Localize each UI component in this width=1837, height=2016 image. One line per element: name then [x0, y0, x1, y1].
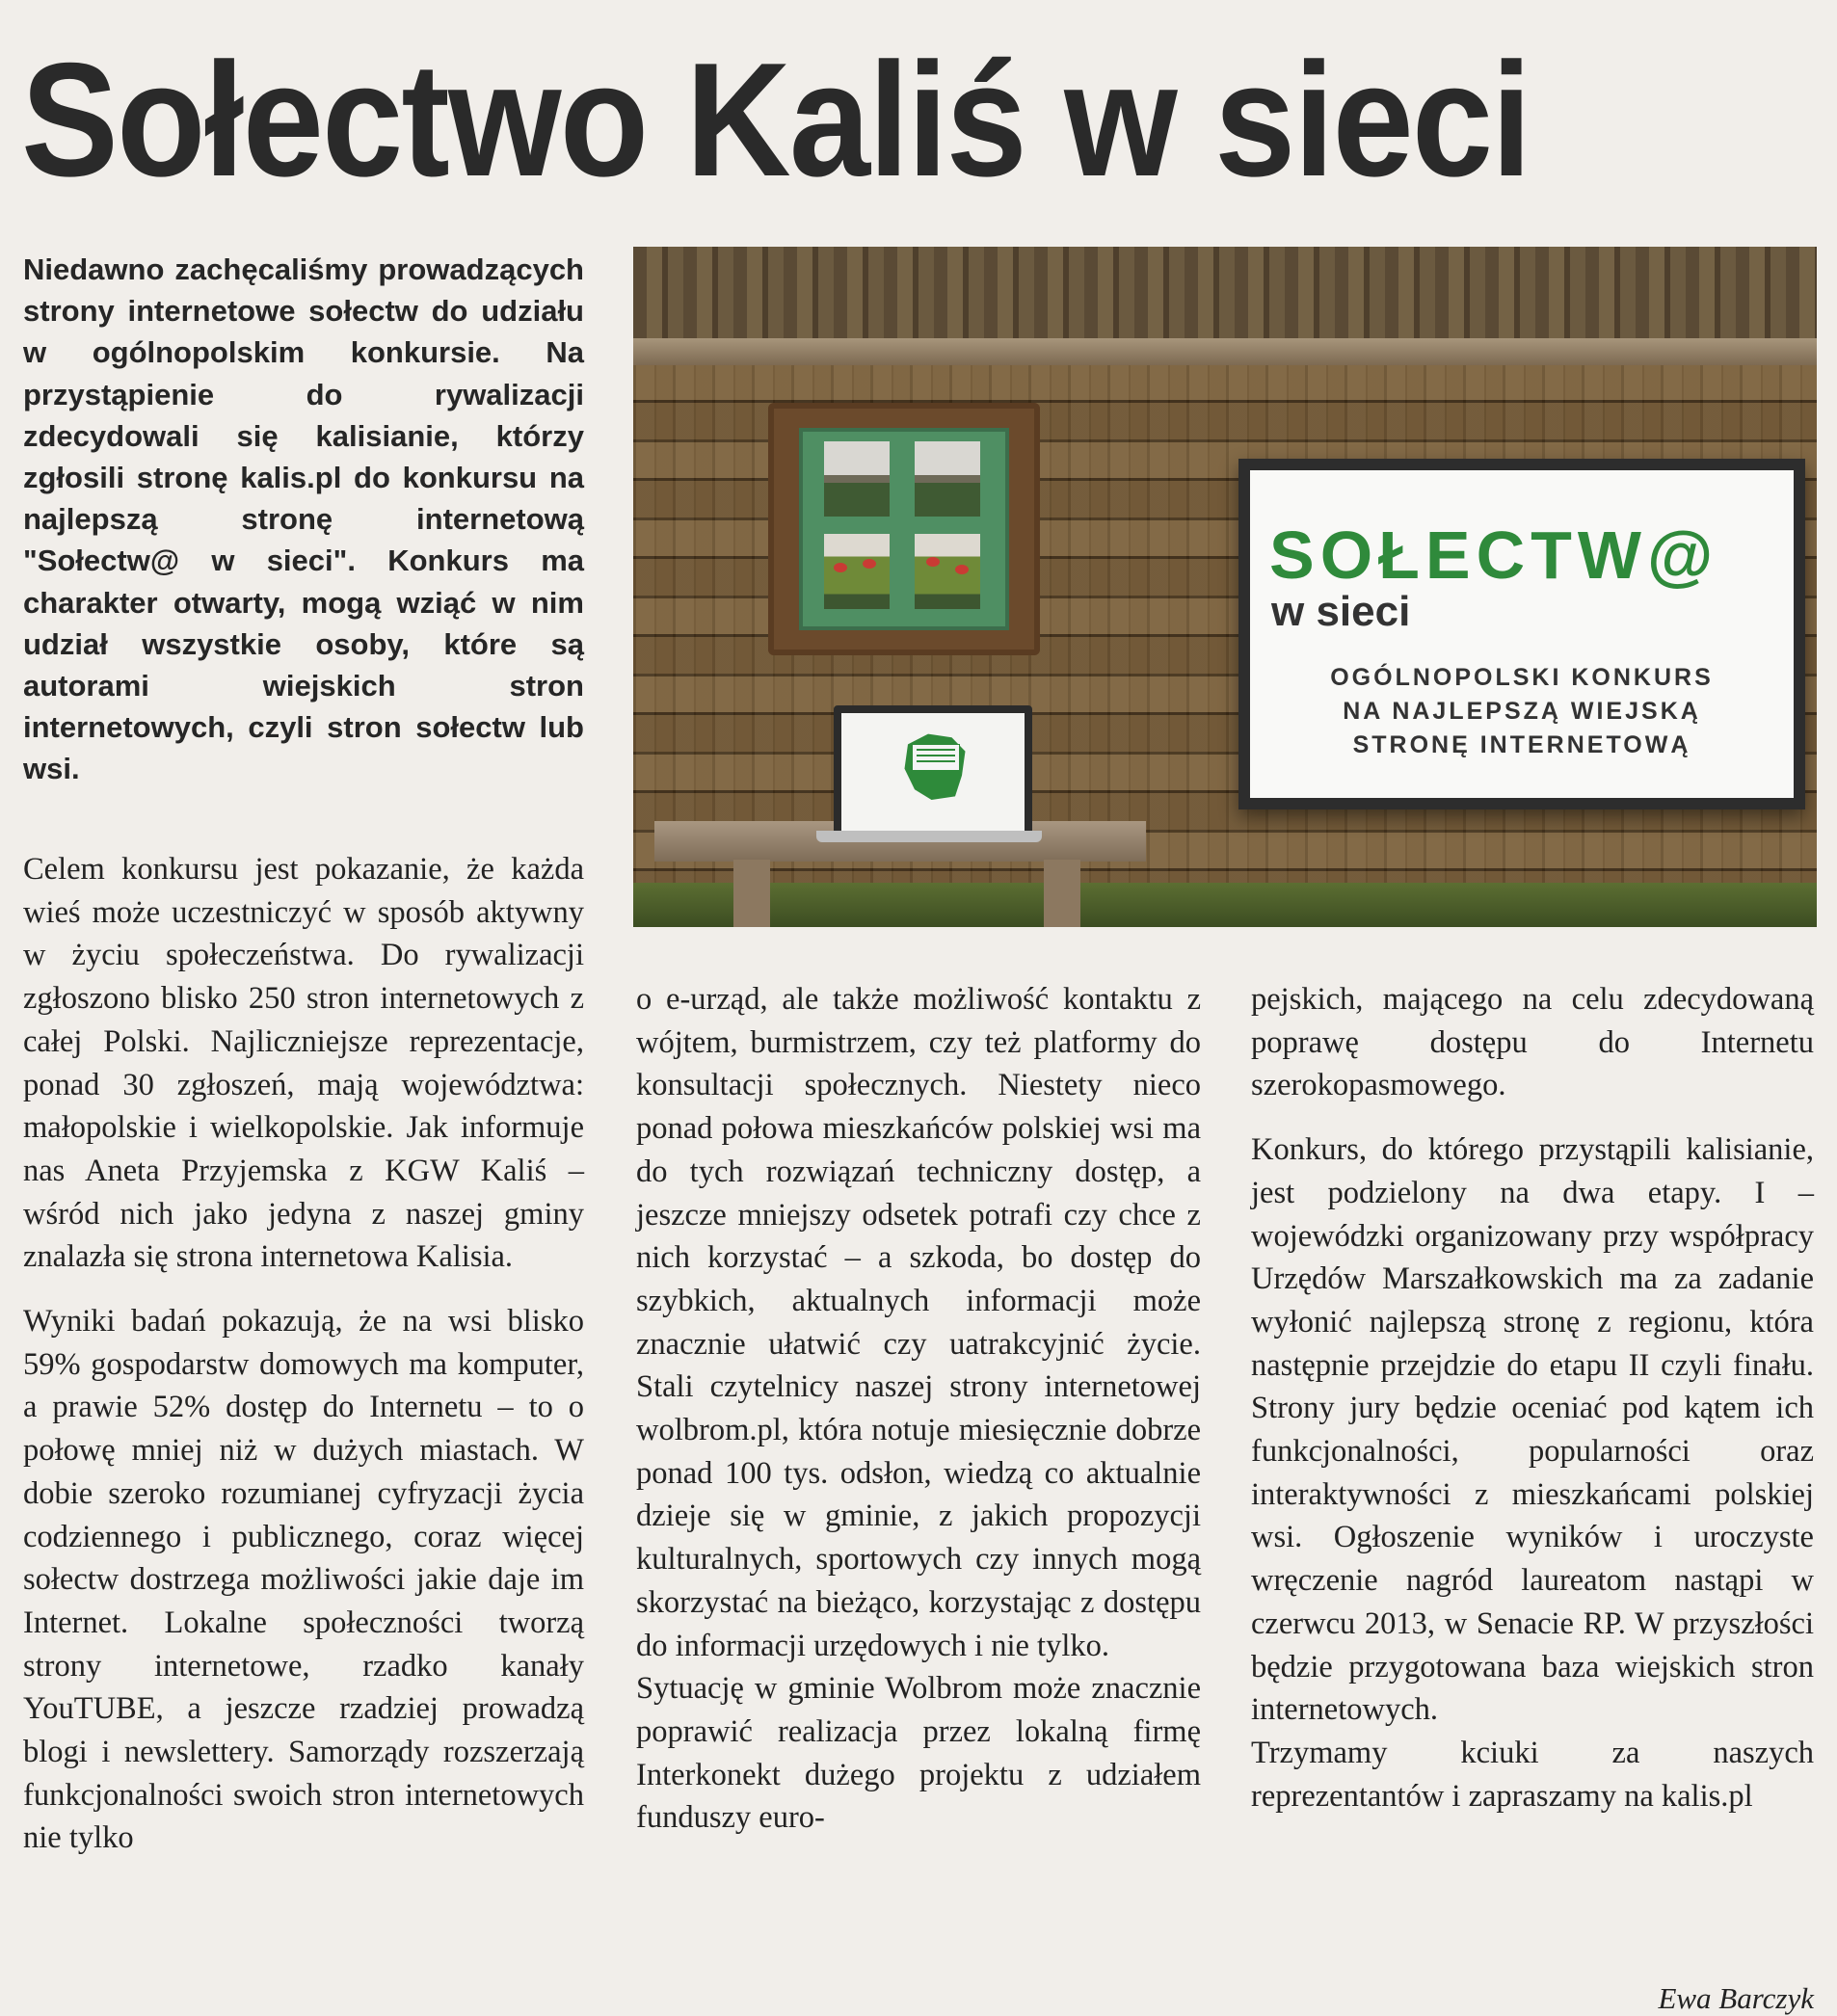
window-pane	[824, 441, 890, 517]
sign-desc-line: OGÓLNOPOLSKI KONKURS	[1330, 664, 1714, 691]
article-column-3	[1251, 978, 1814, 1817]
window-pane	[915, 441, 980, 517]
sign-desc-line: NA NAJLEPSZĄ WIEJSKĄ	[1343, 698, 1701, 725]
sign-title: SOŁECTW@	[1269, 517, 1719, 593]
flower-icon	[926, 557, 940, 567]
sign-desc-line: STRONĘ INTERNETOWĄ	[1352, 731, 1691, 758]
window	[799, 428, 1009, 630]
article-author: Ewa Barczyk	[1658, 1981, 1814, 2015]
article-paragraph: Trzymamy kciuki za naszych reprezentantów i zapraszamy na kalis.pl	[1251, 1735, 1814, 1814]
article-paragraph: Sytuację w gminie Wolbrom może znacznie poprawić realizacja przez lokalną firmę Interkonekt dużego projektu z udziałem funduszy euro-	[636, 1671, 1201, 1836]
flower-icon	[834, 563, 847, 572]
flower-icon	[863, 559, 876, 569]
article-lead: Niedawno zachęcaliśmy prowadzących strony internetowe sołectw do udziału w ogólnopolskim konkursie. Na przystąpienie do rywalizacji zdecydowali się kalisianie, którzy zgłosili stronę kalis.pl do konkursu na najlepszą stronę internetową "Sołectw@ w sieci". Konkurs ma charakter otwarty, mogą wziąć w nim udział wszystkie osoby, które są autorami wiejskich stron internetowych, czyli stron sołectw lub wsi.	[23, 252, 584, 786]
wall-beam	[633, 338, 1817, 365]
window-pane	[915, 534, 980, 609]
logo-label-icon	[912, 744, 960, 771]
article-paragraph: pejskich, mającego na celu zdecydowaną poprawę dostępu do Internetu szerokopasmowego.	[1251, 982, 1814, 1103]
article-column-1	[23, 848, 584, 1860]
window-pane	[824, 534, 890, 609]
flower-icon	[955, 565, 969, 574]
article-paragraph: Wyniki badań pokazują, że na wsi blisko 59% gospodarstw domowych ma komputer, a prawie 52% dostęp do Internetu – to o połowę mniej niż w dużych miastach. W dobie szeroko rozumianej cyfryzacji życia codziennego i publicznego, coraz więcej sołectw dostrzega możliwości jakie daje im Internet. Lokalne społeczności tworzą strony internetowe, rzadko kanały YouTUBE, a jeszcze rzadziej prowadzą blogi i newslettery. Samorządy rozszerzają funkcjonalności swoich stron internetowych nie tylko	[23, 1304, 584, 1856]
bench-leg	[1044, 860, 1080, 927]
sign-subtitle: w sieci	[1271, 588, 1411, 635]
sign-description	[1279, 661, 1765, 762]
article-paragraph: o e-urząd, ale także możliwość kontaktu z wójtem, burmistrzem, czy też platformy do konsultacji społecznych. Niestety nieco ponad połowa mieszkańców polskiej wsi ma do tych rozwiązań techniczny dostęp, a jeszcze mniejszy odsetek potrafi czy chce z nich korzystać – a szkoda, bo dostęp do szybkich, aktualnych informacji może znacznie ułatwić czy uatrakcyjnić życie. Stali czytelnicy naszej strony internetowej wolbrom.pl, która notuje miesięcznie dobrze ponad 100 tys. odsłon, wiedzą co aktualnie dzieje się w gminie, z jakich propozycji kulturalnych, sportowych czy innych mogą skorzystać na bieżąco, korzystając z dostępu do informacji urzędowych i nie tylko.	[636, 982, 1201, 1663]
laptop-base	[816, 831, 1042, 842]
article-headline: Sołectwo Kaliś w sieci	[21, 29, 1531, 210]
article-photo	[633, 247, 1817, 927]
article-paragraph: Konkurs, do którego przystąpili kalisianie, jest podzielony na dwa etapy. I – wojewódzki organizowany przy współpracy Urzędów Marszałkowskich ma za zadanie wyłonić najlepszą stronę z regionu, która następnie przejdzie do etapu II czyli finału. Strony jury będzie oceniać pod kątem ich funkcjonalności, popularności oraz interaktywności z mieszkańcami polskiej wsi. Ogłoszenie wyników i uroczyste wręczenie nagród laureatom nastąpi w czerwcu 2013, w Senacie RP. W przyszłości będzie przygotowana baza wiejskich stron internetowych.	[1251, 1132, 1814, 1728]
article-column-2	[636, 978, 1201, 1840]
bench-leg	[733, 860, 770, 927]
contest-sign	[1238, 459, 1805, 809]
article-paragraph: Celem konkursu jest pokazanie, że każda wieś może uczestniczyć w sposób aktywny w życiu społeczeństwa. Do rywalizacji zgłoszono blisko 250 stron internetowych z całej Polski. Najliczniejsze reprezentacje, ponad 30 zgłoszeń, mają województwa: małopolskie i wielkopolskie. Jak informuje nas Aneta Przyjemska z KGW Kaliś – wśród nich jako jedyna z naszej gminy znalazła się strona internetowa Kalisia.	[23, 852, 584, 1275]
laptop-screen	[834, 705, 1032, 842]
wall-planks-top	[633, 247, 1817, 338]
grass	[633, 883, 1817, 927]
